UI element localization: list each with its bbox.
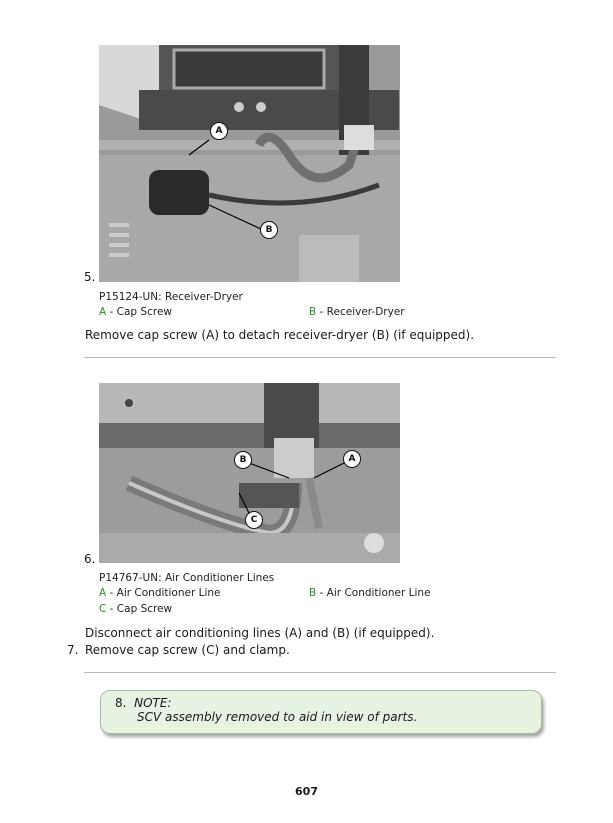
callout-b: B — [234, 451, 252, 469]
receiver-dryer-photo — [99, 45, 400, 282]
note-text: SCV assembly removed to aid in view of parts. — [137, 710, 418, 724]
legend-label: - Cap Screw — [106, 306, 172, 318]
section-divider — [84, 357, 556, 358]
note-box — [100, 690, 542, 734]
step-5-number: 5. — [84, 270, 96, 284]
figure-2-legend-b — [309, 587, 431, 599]
figure-1-legend-b — [309, 306, 405, 318]
figure-2-caption: P14767-UN: Air Conditioner Lines — [99, 572, 275, 584]
step-6-instruction: Disconnect air conditioning lines (A) and (B) (if equipped). — [85, 626, 435, 640]
step-7-number: 7. — [67, 643, 79, 657]
legend-key-b: B — [309, 306, 317, 318]
callout-c: C — [245, 511, 263, 529]
legend-key-b: B — [309, 587, 317, 599]
section-divider — [84, 672, 556, 673]
legend-label: - Air Conditioner Line — [316, 587, 431, 599]
legend-key-a: A — [99, 306, 107, 318]
legend-label: - Air Conditioner Line — [106, 587, 221, 599]
receiver-dryer-illustration — [99, 45, 400, 282]
callout-a: A — [343, 450, 361, 468]
legend-label: - Receiver-Dryer — [316, 306, 405, 318]
figure-1-legend-a — [99, 306, 172, 318]
legend-key-a: A — [99, 587, 107, 599]
figure-2-legend-a — [99, 587, 221, 599]
figure-2-legend-c — [99, 603, 172, 615]
page-number: 607 — [295, 785, 318, 798]
note-step-number: 8. — [115, 696, 127, 710]
air-conditioner-lines-illustration — [99, 383, 400, 563]
step-5-instruction: Remove cap screw (A) to detach receiver-dryer (B) (if equipped). — [85, 328, 475, 342]
legend-label: - Cap Screw — [106, 603, 173, 615]
step-6-number: 6. — [84, 552, 96, 566]
air-conditioner-lines-photo — [99, 383, 400, 563]
callout-b: B — [260, 221, 278, 239]
legend-key-c: C — [99, 603, 107, 615]
note-title — [115, 696, 171, 710]
step-7-instruction: Remove cap screw (C) and clamp. — [85, 643, 290, 657]
figure-1-caption: P15124-UN: Receiver-Dryer — [99, 291, 243, 303]
callout-a: A — [210, 122, 228, 140]
note-label: NOTE: — [134, 696, 172, 710]
